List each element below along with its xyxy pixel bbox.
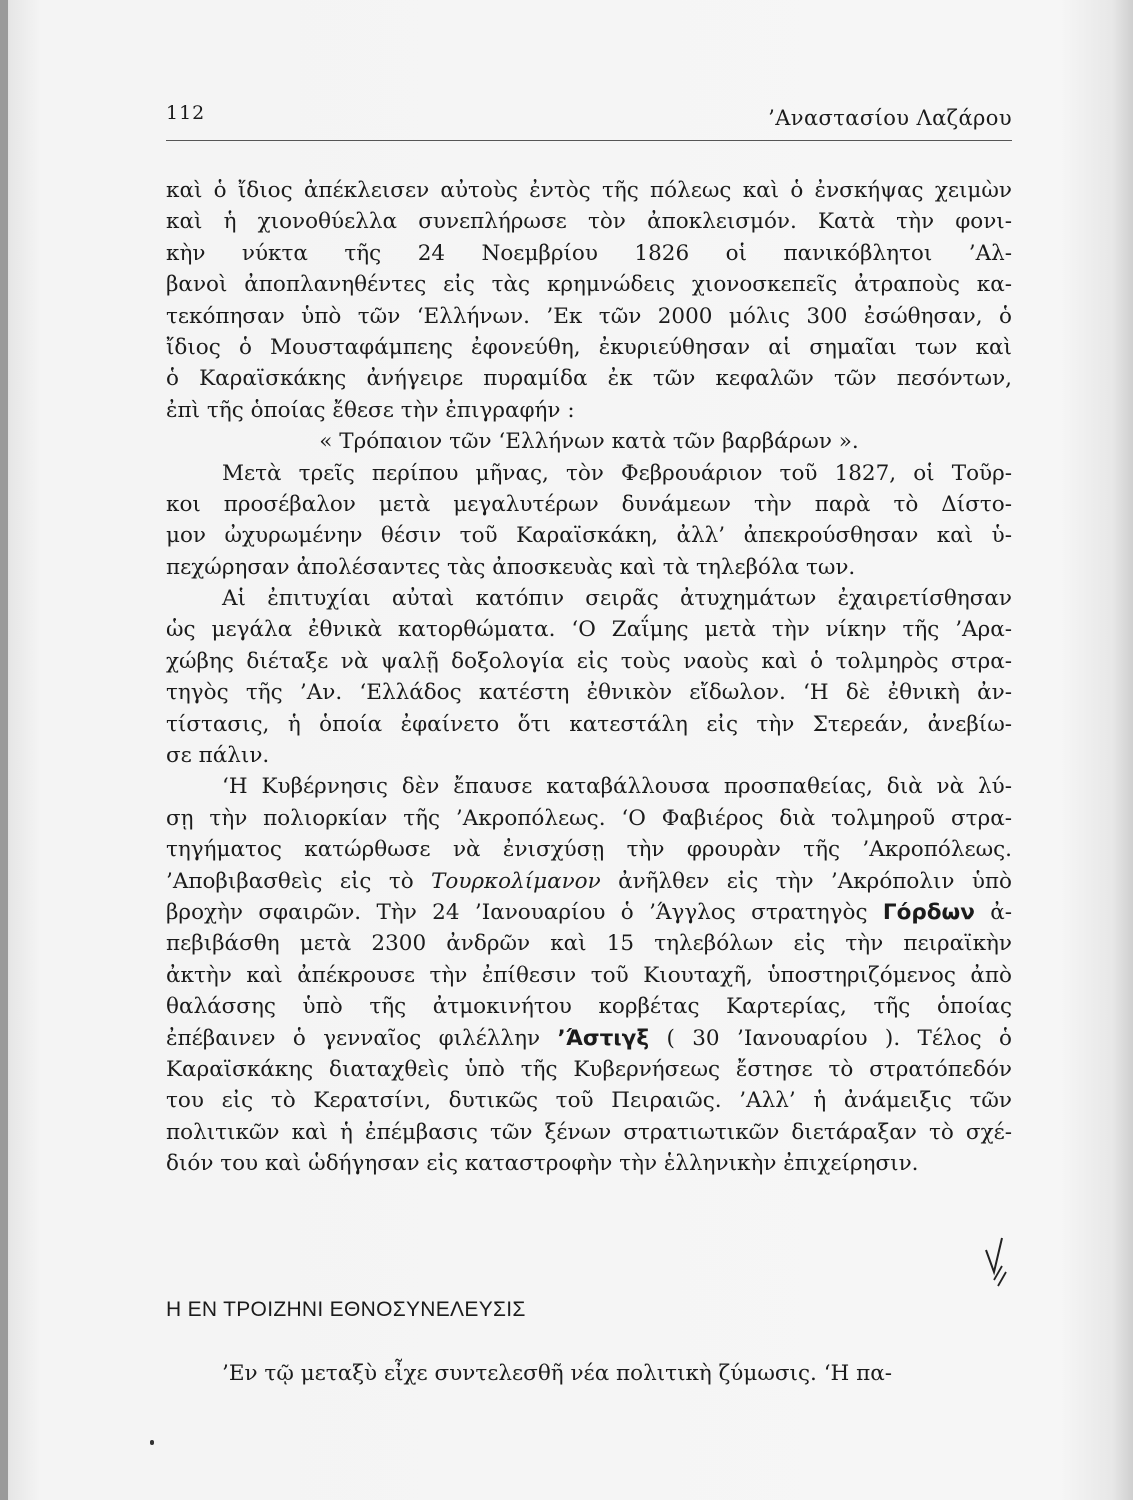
text-line: ’Αποβιβασθεὶς εἰς τὸ Τουρκολίμανον ἀνῆλθεν εἰς τὴν ’Ακρόπολιν ὑπὸ xyxy=(166,868,1012,894)
running-head: ’Αναστασίου Λαζάρου xyxy=(768,106,1012,130)
inscription: « Τρόπαιον τῶν ‘Ελλήνων κατὰ τῶν βαρβάρων ». xyxy=(319,429,859,455)
text-line: ἀκτὴν καὶ ἀπέκρουσε τὴν ἐπίθεσιν τοῦ Κιουταχῆ, ὑποστηριζόμενος ἀπὸ xyxy=(166,962,1012,988)
text-line: διόν του καὶ ὡδήγησαν εἰς καταστροφὴν τὴν ἑλληνικὴν ἐπιχείρησιν. xyxy=(166,1151,919,1177)
text-line: Αἱ ἐπιτυχίαι αὐταὶ κατόπιν σειρᾶς ἀτυχημάτων ἐχαιρετίσθησαν xyxy=(222,586,1012,612)
text-line: ἐπὶ τῆς ὁποίας ἔθεσε τὴν ἐπιγραφήν : xyxy=(166,397,575,423)
text-line: πεβιβάσθη μετὰ 2300 ἀνδρῶν καὶ 15 τηλεβόλων εἰς τὴν πειραϊκὴν xyxy=(166,931,1012,957)
text-line: τεκόπησαν ὑπὸ τῶν ‘Ελλήνων. ’Εκ τῶν 2000 μόλις 300 ἐσώθησαν, ὁ xyxy=(166,303,1012,329)
text-line: σῃ τὴν πολιορκίαν τῆς ’Ακροπόλεως. ‘Ο Φαβιέρος διὰ τολμηροῦ στρα- xyxy=(166,805,1012,831)
text-line: πολιτικῶν καὶ ἡ ἐπέμβασις τῶν ξένων στρατιωτικῶν διετάραξαν τὸ σχέ- xyxy=(166,1119,1012,1145)
header-rule xyxy=(166,140,1012,141)
text-line: Καραϊσκάκης διαταχθεὶς ὑπὸ τῆς Κυβερνήσεως ἔστησε τὸ στρατόπεδόν xyxy=(166,1056,1012,1082)
text-line: του εἰς τὸ Κερατσίνι, δυτικῶς τοῦ Πειραιῶς. ’Αλλ’ ἡ ἀνάμειξις τῶν xyxy=(166,1088,1012,1114)
text-line: κὴν νύκτα τῆς 24 Νοεμβρίου 1826 οἱ πανικόβλητοι ’Αλ- xyxy=(166,240,1012,266)
text-line: τηγὸς τῆς ’Αν. ‘Ελλάδος κατέστη ἐθνικὸν εἴδωλον. ‘Η δὲ ἐθνικὴ ἀν- xyxy=(166,680,1012,706)
text-line: ὡς μεγάλα ἐθνικὰ κατορθώματα. ‘Ο Ζαΐμης μετὰ τὴν νίκην τῆς ’Αρα- xyxy=(166,617,1012,643)
section-first-paragraph xyxy=(166,1358,1012,1389)
page-header xyxy=(166,100,1012,130)
text-line: ὁ Καραϊσκάκης ἀνήγειρε πυραμίδα ἐκ τῶν κεφαλῶν τῶν πεσόντων, xyxy=(166,366,1012,392)
text-line: μον ὠχυρωμένην θέσιν τοῦ Καραϊσκάκη, ἀλλ’ ἀπεκρούσθησαν καὶ ὑ- xyxy=(166,523,1012,549)
page-number: 112 xyxy=(166,102,206,124)
text-line: κοι προσέβαλον μετὰ μεγαλυτέρων δυνάμεων τὴν παρὰ τὸ Δίστο- xyxy=(166,491,1012,517)
ink-speck xyxy=(150,1440,154,1445)
body-text xyxy=(166,175,1012,1180)
binding-shadow xyxy=(0,0,8,1500)
text-line: πεχώρησαν ἀπολέσαντες τὰς ἀποσκευὰς καὶ τὰ τηλεβόλα των. xyxy=(166,554,856,580)
emphasis-text: ’Άστιγξ xyxy=(557,1025,650,1051)
text-line: ‘Η Κυβέρνησις δὲν ἔπαυσε καταβάλλουσα προσπαθείας, διὰ νὰ λύ- xyxy=(222,774,1012,800)
text-line: ἐπέβαινεν ὁ γενναῖος φιλέλλην ’Άστιγξ ( 30 ’Ιανουαρίου ). Τέλος ὁ xyxy=(166,1025,1012,1051)
text-line: βροχὴν σφαιρῶν. Τὴν 24 ’Ιανουαρίου ὁ ’Άγγλος στρατηγὸς Γόρδων ἀ- xyxy=(166,899,1012,925)
handwritten-margin-mark xyxy=(980,1228,1020,1308)
text-line: καὶ ἡ χιονοθύελλα συνεπλήρωσε τὸν ἀποκλεισμόν. Κατὰ τὴν φονι- xyxy=(166,209,1012,235)
text-line: χώβης διέταξε νὰ ψαλῇ δοξολογία εἰς τοὺς ναοὺς καὶ ὁ τολμηρὸς στρα- xyxy=(166,648,1012,674)
emphasis-text: Γόρδων xyxy=(882,899,975,925)
section-heading: Η ΕΝ ΤΡΟΙΖΗΝΙ ΕΘΝΟΣΥΝΕΛΕΥΣΙΣ xyxy=(166,1298,526,1321)
text-line: καὶ ὁ ἴδιος ἀπέκλεισεν αὐτοὺς ἐντὸς τῆς πόλεως καὶ ὁ ἐνσκήψας χειμὼν xyxy=(166,178,1012,203)
emphasis-text: Τουρκολίμανον xyxy=(431,868,601,894)
text-line: θαλάσσης ὑπὸ τῆς ἀτμοκινήτου κορβέτας Καρτερίας, τῆς ὁποίας xyxy=(166,994,1012,1020)
text-line: Μετὰ τρεῖς περίπου μῆνας, τὸν Φεβρουάριον τοῦ 1827, οἱ Τοῦρ- xyxy=(222,460,1012,486)
text-line: ’Εν τῷ μεταξὺ εἶχε συντελεσθῆ νέα πολιτικὴ ζύμωσις. ‘Η πα- xyxy=(222,1361,893,1386)
text-line: σε πάλιν. xyxy=(166,743,270,769)
text-line: τηγήματος κατώρθωσε νὰ ἐνισχύσῃ τὴν φρουρὰν τῆς ’Ακροπόλεως. xyxy=(166,837,1012,863)
page-edge xyxy=(1111,0,1133,1500)
text-line: τίστασις, ἡ ὁποία ἐφαίνετο ὅτι κατεστάλη εἰς τὴν Στερεάν, ἀνεβίω- xyxy=(166,711,1012,737)
text-line: ἴδιος ὁ Μουσταφάμπεης ἐφονεύθη, ἐκυριεύθησαν αἱ σημαῖαι των καὶ xyxy=(166,334,1012,360)
text-line: βανοὶ ἀποπλανηθέντες εἰς τὰς κρημνώδεις χιονοσκεπεῖς ἀτραποὺς κα- xyxy=(166,272,1012,298)
